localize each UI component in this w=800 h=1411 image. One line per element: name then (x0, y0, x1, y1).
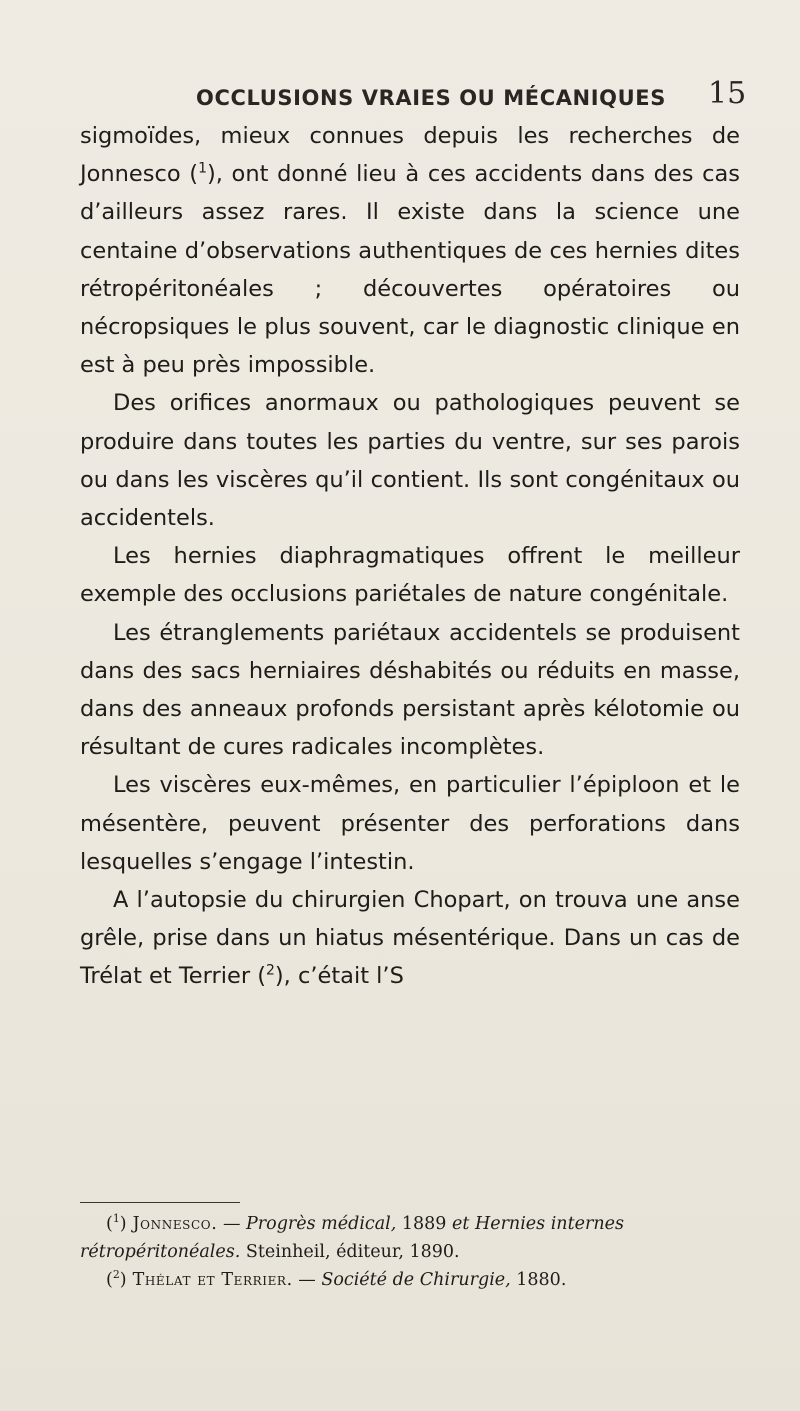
footnote-2-author: Thélat et Terrier. (132, 1270, 293, 1290)
footnote-1-author: Jonnesco. (132, 1214, 218, 1234)
paragraph-6 (80, 881, 740, 996)
paragraph-1-text-a: sigmoïdes, mieux connues depuis les recherches de Jonnesco ( (80, 123, 740, 188)
paragraph-2: Des orifices anormaux ou pathologiques peuvent se produire dans toutes les parties du ventre, sur ses parois ou dans les viscères qu’il contient. Ils sont congénitaux ou accidentels. (80, 390, 740, 532)
paragraph-1-text-b: ), ont donné lieu à ces accidents dans des cas d’ailleurs assez rares. Il existe dans la science une centaine d’observations authentiques de ces hernies dites rétropéritonéales ; découvertes opératoires ou nécropsiques le plus souvent, car le diagnostic clinique en est à peu près impossible. (80, 161, 740, 379)
footnote-2 (80, 1266, 740, 1294)
footnote-1-mark-open: ( (106, 1214, 113, 1234)
page-number: 15 (708, 76, 747, 111)
running-title: OCCLUSIONS VRAIES OU MÉCANIQUES (196, 86, 666, 110)
footnote-1-title: Progrès médical, (246, 1214, 397, 1234)
paragraph-6-text-b: ), c’était l’S (274, 963, 404, 990)
footnotes (80, 1210, 740, 1294)
footnote-2-mark-num: 2 (112, 1268, 120, 1282)
footnote-2-mark-close: ) (119, 1270, 127, 1290)
footnote-2-mark (106, 1270, 127, 1290)
paragraph-3: Les hernies diaphragmatiques offrent le meilleur exemple des occlusions pariétales de nature congénitale. (80, 543, 740, 608)
footnote-1-mark-num: 1 (112, 1212, 120, 1226)
footnote-1-mark-close: ) (119, 1214, 127, 1234)
footnote-ref-2: 2 (266, 962, 275, 979)
footnote-1-separator: — (217, 1214, 247, 1234)
paragraph-5: Les viscères eux-mêmes, en particulier l’épiploon et le mésentère, peuvent présenter des perforations dans lesquelles s’engage l’intestin. (80, 772, 740, 875)
footnote-1-publisher: Steinheil, éditeur, 1890. (240, 1242, 460, 1262)
footnote-2-separator: — (292, 1270, 322, 1290)
footnote-2-mark-open: ( (106, 1270, 113, 1290)
paragraph-4: Les étranglements pariétaux accidentels se produisent dans des sacs herniaires déshabités ou réduits en masse, dans des anneaux profonds persistant après kélotomie ou résultant de cures radicales incomplètes. (80, 619, 740, 761)
footnote-1-year: 1889 (396, 1214, 452, 1234)
footnote-2-year: 1880. (510, 1270, 567, 1290)
footnote-1 (80, 1210, 740, 1266)
footnote-ref-1: 1 (198, 160, 207, 177)
paragraph-6-text-a: A l’autopsie du chirurgien Chopart, on trouva une anse grêle, prise dans un hiatus mésentérique. Dans un cas de Trélat et Terrier ( (80, 887, 740, 990)
paragraph-1 (80, 117, 740, 384)
footnote-1-mark (106, 1214, 127, 1234)
footnote-divider (80, 1202, 240, 1203)
body-text (80, 117, 740, 996)
footnote-2-title: Société de Chirurgie, (321, 1270, 511, 1290)
footnote-1-title-2: et Hernies internes rétropéritonéales. (80, 1214, 624, 1262)
